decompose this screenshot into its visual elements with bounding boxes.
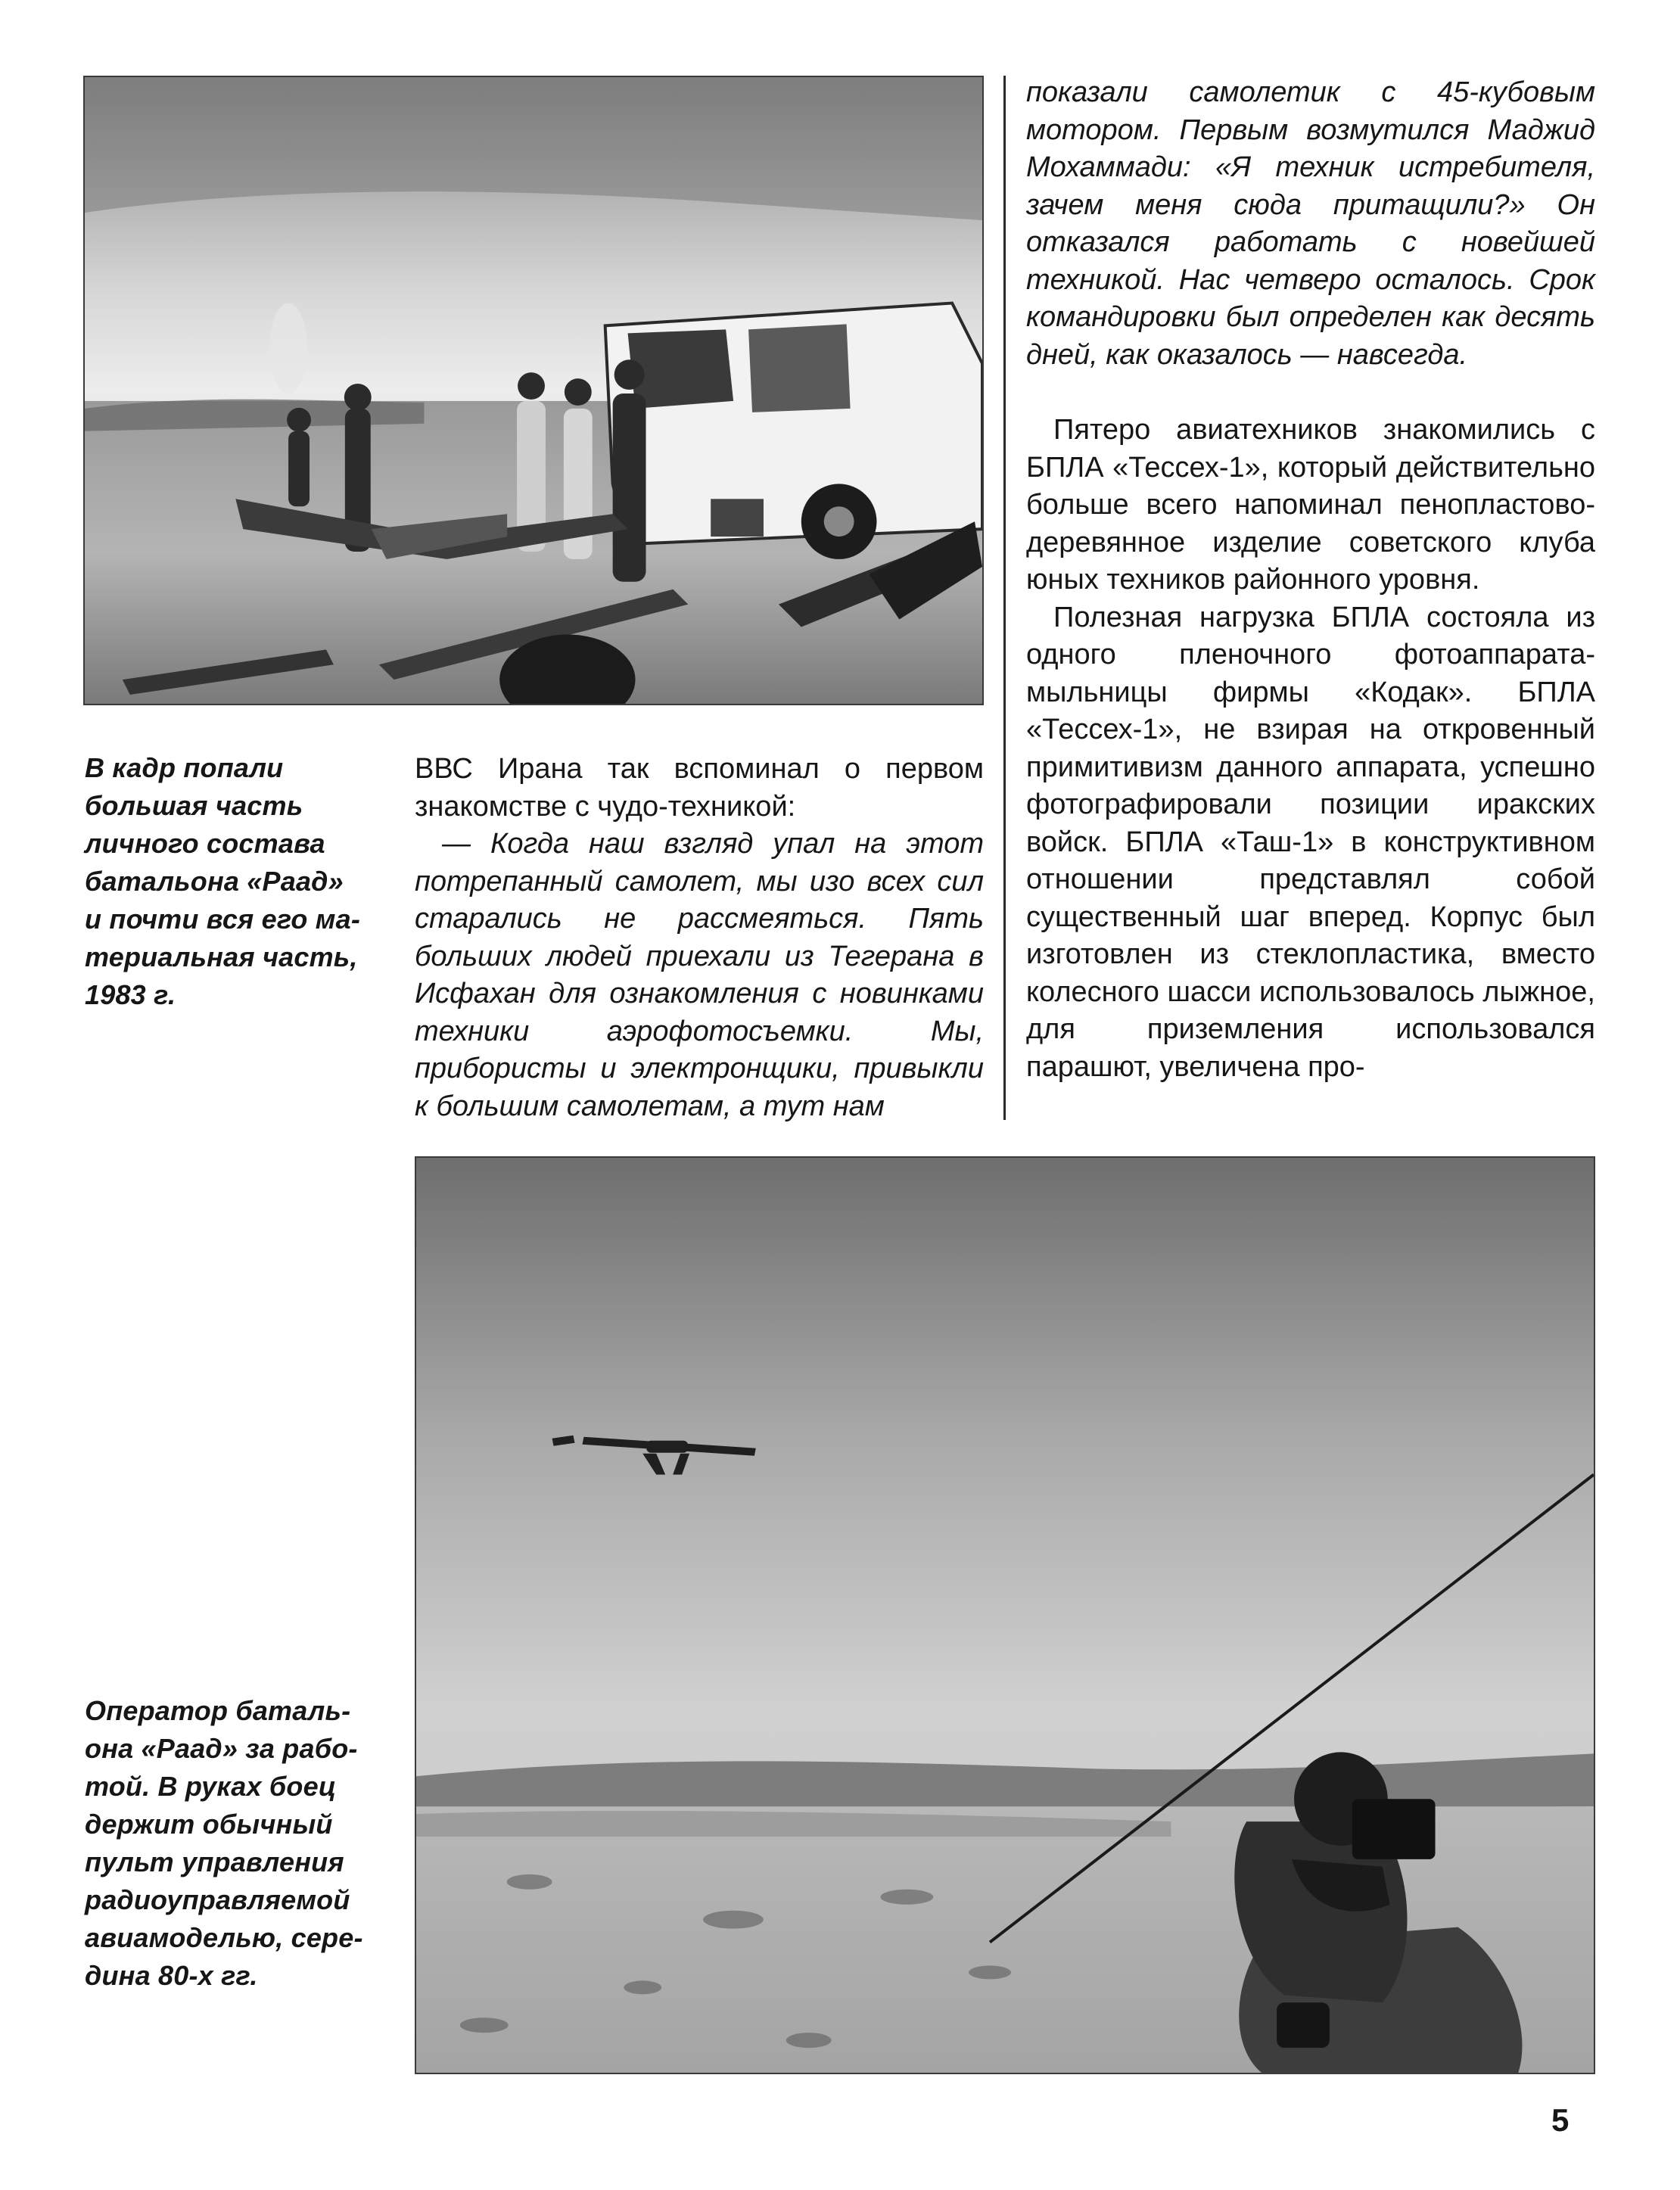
caption-line: В кадр попали <box>85 752 284 783</box>
caption-line: 1983 г. <box>85 979 176 1010</box>
caption-line: Оператор баталь- <box>85 1695 351 1726</box>
article-column-middle <box>415 751 984 1125</box>
photo-caption-battalion <box>85 749 387 1014</box>
photo-caption-operator <box>85 1692 387 1995</box>
paragraph: Пятеро авиатехников знакомились с БПЛА «Тессех-1», который действительно больше всего напоминал пенопластово-деревянное изделие советского клуба юных техников районного уровня. <box>1026 414 1595 596</box>
caption-line: териальная часть, <box>85 941 358 972</box>
battalion-photo-image <box>85 77 982 704</box>
photo-raad-battalion-group <box>83 76 984 705</box>
page-number: 5 <box>1551 2102 1570 2138</box>
column-divider <box>1003 76 1006 1120</box>
article-column-right <box>1026 74 1595 1086</box>
caption-line: пульт управления <box>85 1846 344 1877</box>
paragraph: Полезная нагрузка БПЛА состояла из одного пленочного фотоаппарата-мыльницы фирмы «Кодак». БПЛА «Тессех-1», не взирая на откровенный примитивизм данного аппарата, успешно фотографировали позиции иракских войск. БПЛА «Таш-1» в конструктивном отношении представлял собой существенный шаг вперед. Корпус был изготовлен из стеклопластика, вместо колесного шасси использовалось лыжное, для приземления использовался парашют, увеличена про- <box>1026 601 1595 1083</box>
photo-operator-with-remote <box>415 1156 1595 2074</box>
caption-line: держит обычный <box>85 1809 333 1840</box>
paragraph: ВВС Ирана так вспоминал о первом знакомстве с чудо-техникой: <box>415 753 984 823</box>
operator-photo-image <box>416 1158 1594 2073</box>
caption-line: личного состава <box>85 828 325 859</box>
caption-line: авиамоделью, сере- <box>85 1922 363 1953</box>
caption-line: и почти вся его ма- <box>85 904 361 935</box>
caption-line: большая часть <box>85 790 303 821</box>
caption-line: радиоуправляемой <box>85 1884 350 1915</box>
paragraph-quote: показали самолетик с 45-кубовым мотором. Первым возмутился Маджид Мохаммади: «Я техник истребителя, зачем меня сюда притащили?» Он отказался работать с новейшей техникой. Нас четверо осталось. Срок командировки был определен как десять дней, как оказалось — навсегда. <box>1026 76 1595 371</box>
caption-line: дина 80-х гг. <box>85 1960 258 1991</box>
paragraph-quote: — Когда наш взгляд упал на этот потрепанный самолет, мы изо всех сил старались не рассмеяться. Пять больших людей приехали из Тегерана в Исфахан для ознакомления с новинками техники аэрофотосъемки. Мы, прибористы и электронщики, привыкли к большим самолетам, а тут нам <box>415 828 984 1122</box>
caption-line: батальона «Раад» <box>85 866 344 897</box>
caption-line: той. В руках боец <box>85 1771 337 1802</box>
caption-line: она «Раад» за рабо- <box>85 1733 358 1764</box>
